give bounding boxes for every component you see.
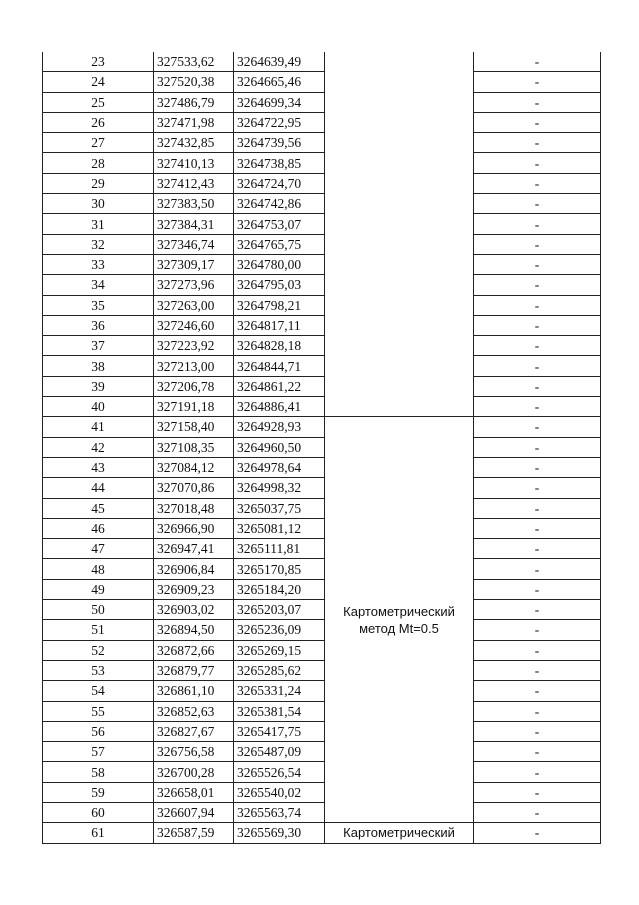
x-coordinate-cell: 326872,66	[154, 640, 234, 660]
y-coordinate-cell: 3265526,54	[234, 762, 325, 782]
error-cell: -	[474, 579, 601, 599]
x-coordinate-cell: 327384,31	[154, 214, 234, 234]
table-row	[43, 133, 601, 153]
y-coordinate-cell: 3264722,95	[234, 112, 325, 132]
x-coordinate-cell: 326852,63	[154, 701, 234, 721]
table-row	[43, 539, 601, 559]
y-coordinate-cell: 3264861,22	[234, 376, 325, 396]
point-number-cell: 52	[43, 640, 154, 660]
y-coordinate-cell: 3265269,15	[234, 640, 325, 660]
error-cell: -	[474, 92, 601, 112]
point-number-cell: 23	[43, 52, 154, 72]
y-coordinate-cell: 3264998,32	[234, 478, 325, 498]
error-cell: -	[474, 681, 601, 701]
error-cell: -	[474, 660, 601, 680]
error-cell: -	[474, 539, 601, 559]
point-number-cell: 24	[43, 72, 154, 92]
table-row	[43, 336, 601, 356]
table-row	[43, 92, 601, 112]
y-coordinate-cell: 3264639,49	[234, 52, 325, 72]
error-cell: -	[474, 133, 601, 153]
error-cell: -	[474, 417, 601, 437]
x-coordinate-cell: 327246,60	[154, 315, 234, 335]
point-number-cell: 39	[43, 376, 154, 396]
x-coordinate-cell: 326587,59	[154, 823, 234, 843]
point-number-cell: 40	[43, 397, 154, 417]
table-row	[43, 194, 601, 214]
x-coordinate-cell: 327084,12	[154, 457, 234, 477]
y-coordinate-cell: 3264960,50	[234, 437, 325, 457]
table-row	[43, 376, 601, 396]
x-coordinate-cell: 327383,50	[154, 194, 234, 214]
error-cell: -	[474, 356, 601, 376]
point-number-cell: 32	[43, 234, 154, 254]
error-cell: -	[474, 620, 601, 640]
y-coordinate-cell: 3265081,12	[234, 518, 325, 538]
error-cell: -	[474, 457, 601, 477]
point-number-cell: 45	[43, 498, 154, 518]
table-row	[43, 234, 601, 254]
x-coordinate-cell: 327213,00	[154, 356, 234, 376]
x-coordinate-cell: 326607,94	[154, 802, 234, 822]
error-cell: -	[474, 397, 601, 417]
point-number-cell: 58	[43, 762, 154, 782]
x-coordinate-cell: 327520,38	[154, 72, 234, 92]
point-number-cell: 42	[43, 437, 154, 457]
error-cell: -	[474, 315, 601, 335]
table-row	[43, 660, 601, 680]
table-row	[43, 214, 601, 234]
table-row	[43, 518, 601, 538]
table-row	[43, 173, 601, 193]
x-coordinate-cell: 326700,28	[154, 762, 234, 782]
table-row	[43, 356, 601, 376]
y-coordinate-cell: 3265203,07	[234, 600, 325, 620]
error-cell: -	[474, 194, 601, 214]
method-cell-last: Картометрический	[325, 823, 474, 843]
error-cell: -	[474, 802, 601, 822]
table-row	[43, 437, 601, 457]
x-coordinate-cell: 327410,13	[154, 153, 234, 173]
point-number-cell: 61	[43, 823, 154, 843]
x-coordinate-cell: 327263,00	[154, 295, 234, 315]
error-cell: -	[474, 478, 601, 498]
y-coordinate-cell: 3265037,75	[234, 498, 325, 518]
table-row	[43, 457, 601, 477]
y-coordinate-cell: 3265236,09	[234, 620, 325, 640]
point-number-cell: 48	[43, 559, 154, 579]
table-row	[43, 295, 601, 315]
y-coordinate-cell: 3264665,46	[234, 72, 325, 92]
point-number-cell: 34	[43, 275, 154, 295]
y-coordinate-cell: 3265381,54	[234, 701, 325, 721]
point-number-cell: 50	[43, 600, 154, 620]
y-coordinate-cell: 3265417,75	[234, 721, 325, 741]
point-number-cell: 53	[43, 660, 154, 680]
x-coordinate-cell: 327206,78	[154, 376, 234, 396]
y-coordinate-cell: 3265540,02	[234, 782, 325, 802]
x-coordinate-cell: 327309,17	[154, 254, 234, 274]
y-coordinate-cell: 3264699,34	[234, 92, 325, 112]
table-row	[43, 153, 601, 173]
point-number-cell: 43	[43, 457, 154, 477]
table-row	[43, 72, 601, 92]
x-coordinate-cell: 327223,92	[154, 336, 234, 356]
error-cell: -	[474, 173, 601, 193]
error-cell: -	[474, 437, 601, 457]
error-cell: -	[474, 762, 601, 782]
point-number-cell: 35	[43, 295, 154, 315]
y-coordinate-cell: 3265569,30	[234, 823, 325, 843]
x-coordinate-cell: 326903,02	[154, 600, 234, 620]
table-row	[43, 802, 601, 822]
table-row	[43, 620, 601, 640]
point-number-cell: 60	[43, 802, 154, 822]
error-cell: -	[474, 498, 601, 518]
point-number-cell: 54	[43, 681, 154, 701]
y-coordinate-cell: 3264780,00	[234, 254, 325, 274]
error-cell: -	[474, 600, 601, 620]
error-cell: -	[474, 640, 601, 660]
x-coordinate-cell: 327533,62	[154, 52, 234, 72]
point-number-cell: 46	[43, 518, 154, 538]
error-cell: -	[474, 721, 601, 741]
error-cell: -	[474, 72, 601, 92]
x-coordinate-cell: 327108,35	[154, 437, 234, 457]
table-row	[43, 762, 601, 782]
x-coordinate-cell: 327191,18	[154, 397, 234, 417]
error-cell: -	[474, 112, 601, 132]
point-number-cell: 59	[43, 782, 154, 802]
point-number-cell: 25	[43, 92, 154, 112]
coordinates-table-sheet	[42, 52, 601, 844]
table-row	[43, 112, 601, 132]
table-row	[43, 579, 601, 599]
method-cell-cartometric: Картометрический метод Mt=0.5	[325, 417, 474, 823]
x-coordinate-cell: 326861,10	[154, 681, 234, 701]
error-cell: -	[474, 559, 601, 579]
point-number-cell: 36	[43, 315, 154, 335]
y-coordinate-cell: 3265285,62	[234, 660, 325, 680]
error-cell: -	[474, 275, 601, 295]
table-row	[43, 498, 601, 518]
coordinates-table-body	[43, 52, 601, 843]
error-cell: -	[474, 376, 601, 396]
y-coordinate-cell: 3264798,21	[234, 295, 325, 315]
table-row	[43, 701, 601, 721]
x-coordinate-cell: 327158,40	[154, 417, 234, 437]
point-number-cell: 37	[43, 336, 154, 356]
x-coordinate-cell: 327432,85	[154, 133, 234, 153]
x-coordinate-cell: 326879,77	[154, 660, 234, 680]
error-cell: -	[474, 336, 601, 356]
y-coordinate-cell: 3264928,93	[234, 417, 325, 437]
point-number-cell: 31	[43, 214, 154, 234]
x-coordinate-cell: 326966,90	[154, 518, 234, 538]
x-coordinate-cell: 327273,96	[154, 275, 234, 295]
point-number-cell: 38	[43, 356, 154, 376]
error-cell: -	[474, 782, 601, 802]
x-coordinate-cell: 327018,48	[154, 498, 234, 518]
y-coordinate-cell: 3264886,41	[234, 397, 325, 417]
error-cell: -	[474, 254, 601, 274]
table-row	[43, 640, 601, 660]
point-number-cell: 49	[43, 579, 154, 599]
point-number-cell: 33	[43, 254, 154, 274]
error-cell: -	[474, 823, 601, 843]
x-coordinate-cell: 326827,67	[154, 721, 234, 741]
point-number-cell: 44	[43, 478, 154, 498]
y-coordinate-cell: 3264738,85	[234, 153, 325, 173]
table-row	[43, 721, 601, 741]
table-row	[43, 823, 601, 843]
point-number-cell: 27	[43, 133, 154, 153]
error-cell: -	[474, 701, 601, 721]
x-coordinate-cell: 326658,01	[154, 782, 234, 802]
table-row	[43, 782, 601, 802]
table-row	[43, 254, 601, 274]
y-coordinate-cell: 3264765,75	[234, 234, 325, 254]
y-coordinate-cell: 3264978,64	[234, 457, 325, 477]
x-coordinate-cell: 327070,86	[154, 478, 234, 498]
method-cell-upper	[325, 52, 474, 417]
table-row	[43, 52, 601, 72]
error-cell: -	[474, 214, 601, 234]
point-number-cell: 55	[43, 701, 154, 721]
x-coordinate-cell: 327346,74	[154, 234, 234, 254]
point-number-cell: 28	[43, 153, 154, 173]
table-row	[43, 275, 601, 295]
error-cell: -	[474, 52, 601, 72]
point-number-cell: 26	[43, 112, 154, 132]
error-cell: -	[474, 153, 601, 173]
x-coordinate-cell: 326756,58	[154, 742, 234, 762]
x-coordinate-cell: 326909,23	[154, 579, 234, 599]
y-coordinate-cell: 3265487,09	[234, 742, 325, 762]
y-coordinate-cell: 3265184,20	[234, 579, 325, 599]
table-row	[43, 417, 601, 437]
y-coordinate-cell: 3264739,56	[234, 133, 325, 153]
error-cell: -	[474, 742, 601, 762]
x-coordinate-cell: 326894,50	[154, 620, 234, 640]
y-coordinate-cell: 3264724,70	[234, 173, 325, 193]
point-number-cell: 41	[43, 417, 154, 437]
y-coordinate-cell: 3264795,03	[234, 275, 325, 295]
x-coordinate-cell: 327471,98	[154, 112, 234, 132]
x-coordinate-cell: 326906,84	[154, 559, 234, 579]
error-cell: -	[474, 518, 601, 538]
point-number-cell: 29	[43, 173, 154, 193]
y-coordinate-cell: 3265331,24	[234, 681, 325, 701]
y-coordinate-cell: 3264828,18	[234, 336, 325, 356]
table-row	[43, 397, 601, 417]
x-coordinate-cell: 326947,41	[154, 539, 234, 559]
point-number-cell: 57	[43, 742, 154, 762]
point-number-cell: 47	[43, 539, 154, 559]
point-number-cell: 51	[43, 620, 154, 640]
x-coordinate-cell: 327412,43	[154, 173, 234, 193]
table-row	[43, 742, 601, 762]
table-row	[43, 478, 601, 498]
x-coordinate-cell: 327486,79	[154, 92, 234, 112]
y-coordinate-cell: 3264844,71	[234, 356, 325, 376]
error-cell: -	[474, 295, 601, 315]
error-cell: -	[474, 234, 601, 254]
table-row	[43, 600, 601, 620]
y-coordinate-cell: 3264753,07	[234, 214, 325, 234]
table-row	[43, 681, 601, 701]
y-coordinate-cell: 3264817,11	[234, 315, 325, 335]
point-number-cell: 30	[43, 194, 154, 214]
y-coordinate-cell: 3264742,86	[234, 194, 325, 214]
table-row	[43, 315, 601, 335]
y-coordinate-cell: 3265170,85	[234, 559, 325, 579]
coordinates-table	[42, 52, 601, 844]
point-number-cell: 56	[43, 721, 154, 741]
table-row	[43, 559, 601, 579]
y-coordinate-cell: 3265563,74	[234, 802, 325, 822]
y-coordinate-cell: 3265111,81	[234, 539, 325, 559]
